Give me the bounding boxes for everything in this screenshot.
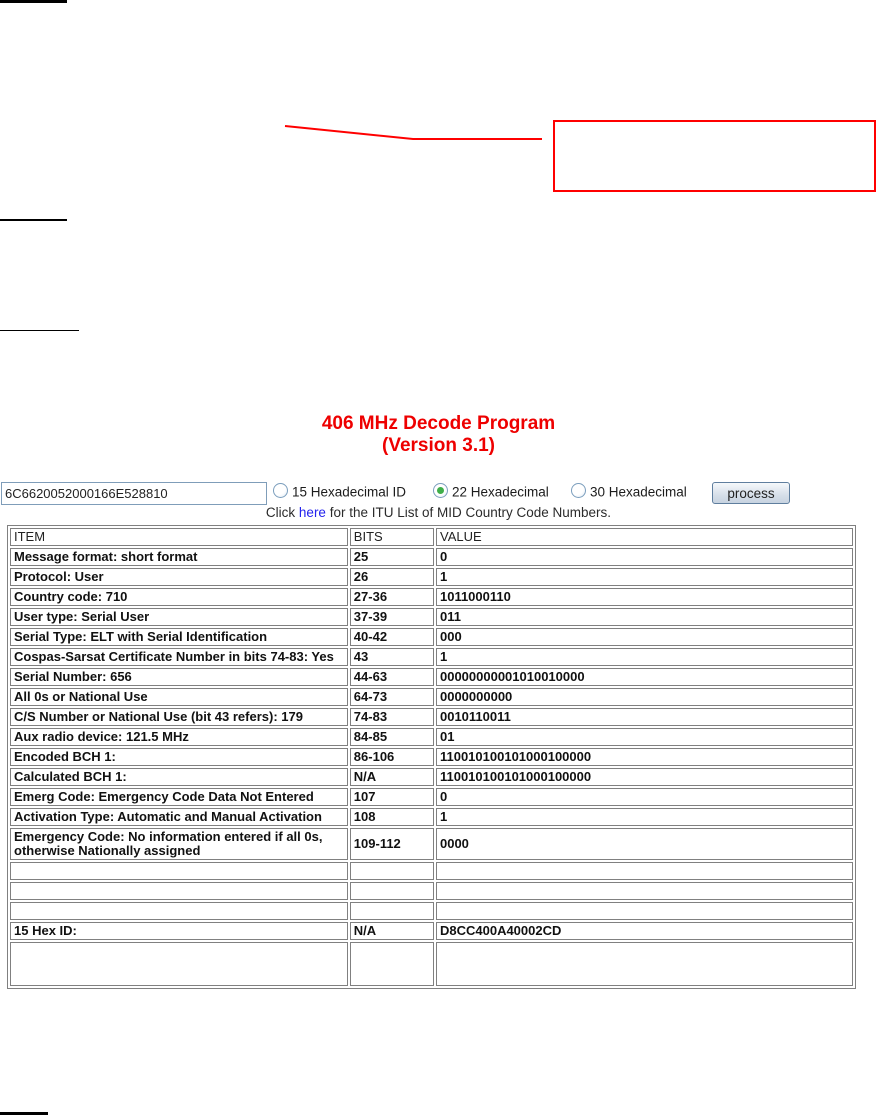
header-value: VALUE <box>436 528 853 546</box>
value-cell: 110010100101000100000 <box>436 768 853 786</box>
bits-cell <box>350 942 434 986</box>
table-row <box>10 862 853 880</box>
item-cell: Protocol: User <box>10 568 348 586</box>
table-row <box>10 668 853 686</box>
hex-id-input[interactable] <box>1 482 267 505</box>
item-cell: Serial Number: 656 <box>10 668 348 686</box>
radio-label-30-hex: 30 Hexadecimal <box>590 484 687 500</box>
bits-cell: 109-112 <box>350 828 434 860</box>
radio-button-icon[interactable] <box>571 483 586 498</box>
item-cell: C/S Number or National Use (bit 43 refers): 179 <box>10 708 348 726</box>
value-cell: 000 <box>436 628 853 646</box>
item-cell: Aux radio device: 121.5 MHz <box>10 728 348 746</box>
item-cell: Country code: 710 <box>10 588 348 606</box>
value-cell: 00000000001010010000 <box>436 668 853 686</box>
decode-table-container <box>7 525 856 1012</box>
value-cell: 1 <box>436 808 853 826</box>
item-cell: Emerg Code: Emergency Code Data Not Entered <box>10 788 348 806</box>
table-row <box>10 628 853 646</box>
radio-30-hexadecimal[interactable] <box>571 483 687 501</box>
table-row <box>10 648 853 666</box>
bits-cell: N/A <box>350 922 434 940</box>
value-cell: 0 <box>436 548 853 566</box>
process-button[interactable]: process <box>712 482 790 504</box>
bits-cell <box>350 882 434 900</box>
itu-link-line <box>0 505 877 520</box>
item-cell: Emergency Code: No information entered if all 0s, otherwise Nationally assigned <box>10 828 348 860</box>
header-bits: BITS <box>350 528 434 546</box>
table-row <box>10 588 853 606</box>
table-row <box>10 902 853 920</box>
item-cell: Activation Type: Automatic and Manual Activation <box>10 808 348 826</box>
item-cell: Calculated BCH 1: <box>10 768 348 786</box>
table-row <box>10 748 853 766</box>
bits-cell: 26 <box>350 568 434 586</box>
underline-mark-middle-2 <box>0 330 79 331</box>
decode-table-body <box>10 548 853 986</box>
bits-cell: 108 <box>350 808 434 826</box>
bits-cell: 44-63 <box>350 668 434 686</box>
radio-15-hexadecimal-id[interactable] <box>273 483 406 501</box>
item-cell <box>10 902 348 920</box>
item-cell: Message format: short format <box>10 548 348 566</box>
table-row <box>10 942 853 986</box>
bits-cell: 27-36 <box>350 588 434 606</box>
value-cell: 1 <box>436 648 853 666</box>
value-cell <box>436 902 853 920</box>
table-row <box>10 922 853 940</box>
underline-mark-top <box>0 0 67 3</box>
radio-button-icon[interactable] <box>433 483 448 498</box>
value-cell: 0 <box>436 788 853 806</box>
table-row <box>10 548 853 566</box>
value-cell <box>436 862 853 880</box>
table-row <box>10 788 853 806</box>
bits-cell <box>350 902 434 920</box>
item-cell: All 0s or National Use <box>10 688 348 706</box>
radio-22-hexadecimal[interactable] <box>433 483 549 501</box>
bits-cell: 40-42 <box>350 628 434 646</box>
bits-cell: N/A <box>350 768 434 786</box>
bits-cell: 64-73 <box>350 688 434 706</box>
bits-cell: 107 <box>350 788 434 806</box>
value-cell <box>436 942 853 986</box>
bits-cell: 25 <box>350 548 434 566</box>
value-cell: 0000 <box>436 828 853 860</box>
radio-label-22-hex: 22 Hexadecimal <box>452 484 549 500</box>
table-row <box>10 882 853 900</box>
link-line-prefix: Click <box>265 505 299 520</box>
table-row <box>10 768 853 786</box>
radio-label-15-hex: 15 Hexadecimal ID <box>292 484 407 500</box>
value-cell: 1011000110 <box>436 588 853 606</box>
table-row <box>10 828 853 860</box>
bits-cell: 37-39 <box>350 608 434 626</box>
item-cell: Encoded BCH 1: <box>10 748 348 766</box>
item-cell <box>10 942 348 986</box>
value-cell: 0000000000 <box>436 688 853 706</box>
table-row <box>10 568 853 586</box>
value-cell: 1 <box>436 568 853 586</box>
value-cell: 110010100101000100000 <box>436 748 853 766</box>
bits-cell: 84-85 <box>350 728 434 746</box>
bits-cell: 74-83 <box>350 708 434 726</box>
itu-here-link[interactable]: here <box>298 505 326 520</box>
bits-cell: 43 <box>350 648 434 666</box>
header-item: ITEM <box>10 528 348 546</box>
link-line-suffix: for the ITU List of MID Country Code Numbers. <box>325 505 612 520</box>
table-header-row <box>10 528 853 546</box>
value-cell: 0010110011 <box>436 708 853 726</box>
table-row <box>10 728 853 746</box>
value-cell <box>436 882 853 900</box>
item-cell: User type: Serial User <box>10 608 348 626</box>
radio-button-icon[interactable] <box>273 483 288 498</box>
table-row <box>10 708 853 726</box>
bits-cell <box>350 862 434 880</box>
table-row <box>10 688 853 706</box>
item-cell: Cospas-Sarsat Certificate Number in bits 74-83: Yes <box>10 648 348 666</box>
value-cell: 011 <box>436 608 853 626</box>
table-row <box>10 808 853 826</box>
underline-mark-middle-1 <box>0 219 67 221</box>
page-title <box>0 413 877 457</box>
decode-table <box>7 525 856 989</box>
value-cell: 01 <box>436 728 853 746</box>
value-cell: D8CC400A40002CD <box>436 922 853 940</box>
bits-cell: 86-106 <box>350 748 434 766</box>
page-title-line1: 406 MHz Decode Program <box>321 413 556 434</box>
item-cell <box>10 882 348 900</box>
item-cell: Serial Type: ELT with Serial Identification <box>10 628 348 646</box>
item-cell: 15 Hex ID: <box>10 922 348 940</box>
item-cell <box>10 862 348 880</box>
table-row <box>10 608 853 626</box>
page-title-line2: (Version 3.1) <box>382 435 495 456</box>
callout-box <box>553 120 876 192</box>
